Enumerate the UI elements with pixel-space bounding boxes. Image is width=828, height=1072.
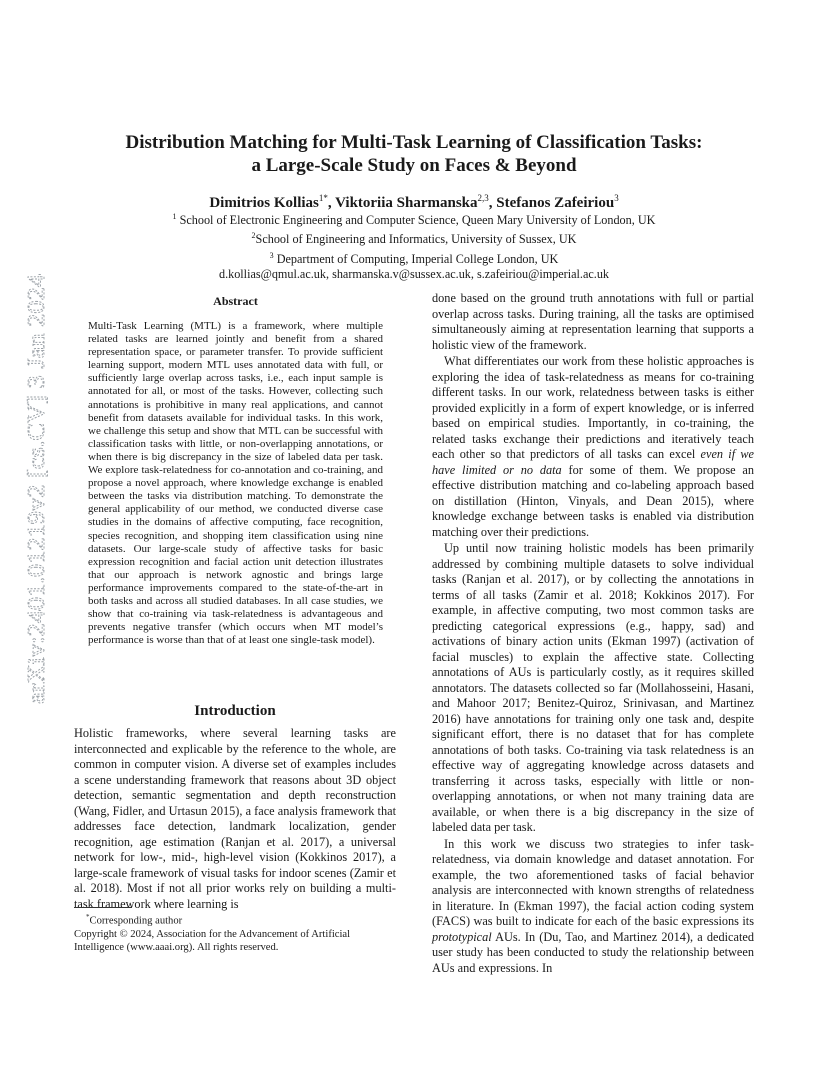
- paper-title: [0, 131, 828, 177]
- footnote-text: Corresponding author: [89, 915, 183, 927]
- footnote-rule: [74, 907, 132, 908]
- author-2-sup: 2,3: [477, 193, 489, 203]
- abstract-body: [88, 320, 383, 647]
- author-emails: d.kollias@qmul.ac.uk, sharmanska.v@sussex.ac.uk, s.zafeiriou@imperial.ac.uk: [218, 267, 610, 282]
- author-1-sup: 1*: [318, 193, 328, 203]
- abstract-text: Multi-Task Learning (MTL) is a framework, where multiple related tasks are learned jointly and benefit from a shared representation space, or parameter transfer. To provide sufficient learning support, modern MTL uses annotated data with full, or sufficiently large overlap across tasks, i.e., each input sample is annotated for all, or most of the tasks. However, collecting such annotations is prohibitive in many real applications, and cannot benefit from datasets available for individual tasks. In this work, we challenge this setup and show that MTL can be successful with classification tasks with little, or non-overlapping annotations, or when there is big discrepancy in the size of labeled data per task. We explore task-relatedness for co-annotation and co-training, and propose a novel approach, where knowledge exchange is enabled between the tasks via distribution matching. To demonstrate the general applicability of our method, we conducted diverse case studies in the domains of affective computing, face recognition, species recognition, and shopping item classification using nine datasets. Our large-scale study of affective tasks for basic expression recognition and facial action unit detection illustrates that our approach is network agnostic and brings large performance improvements compared to the state-of-the-art in both tasks and across all studied databases. In all case studies, we show that co-training via task-relatedness is advantageous and prevents negative transfer (which occurs when MT model’s performance is worse than that of at least one single-task model).: [88, 320, 383, 647]
- title-line-2: a Large-Scale Study on Faces & Beyond: [251, 155, 577, 176]
- introduction-body: [74, 726, 396, 912]
- arxiv-stamp: [4, 268, 64, 708]
- right-paragraph-2-a: What differentiates our work from these holistic approaches is exploring the idea of task-relatedness as means for co-training different tasks. In our work, relatedness between tasks is either provided explicitly in a form of expert knowledge, or is inferred based on empirical studies. Importantly, in co-training, the related tasks exchange their predictions and iteratively teach each other so that predictors of all tasks can excel: [432, 354, 754, 461]
- right-paragraph-4-b: AUs. In (Du, Tao, and Martinez 2014), a dedicated user study has been conducted to study the relationship between AUs and expressions. In: [432, 929, 754, 975]
- affiliation-1: [0, 209, 828, 228]
- affiliation-2-sup: 2: [251, 231, 256, 241]
- copyright-notice: Copyright © 2024, Association for the Advancement of Artificial Intelligence (www.aaai.org). All rights reserved.: [74, 928, 351, 953]
- right-paragraph-1: done based on the ground truth annotations with full or partial overlap across tasks. During training, all the tasks are optimised simultaneously aiming at representation learning that supports a holistic view of the framework.: [432, 291, 754, 352]
- right-paragraph-2: [432, 354, 754, 540]
- footnote-corresponding: [74, 911, 396, 928]
- author-3: , Stefanos Zafeiriou: [488, 195, 615, 211]
- affiliations: [0, 209, 828, 283]
- footnote-sup: *: [86, 913, 90, 921]
- author-1: Dimitrios Kollias: [209, 195, 319, 211]
- title-line-1: Distribution Matching for Multi-Task Learning of Classification Tasks:: [125, 132, 703, 153]
- affiliation-3-text: Department of Computing, Imperial College London, UK: [273, 252, 559, 266]
- introduction-heading: Introduction: [194, 703, 276, 719]
- affiliation-2: [0, 228, 828, 247]
- right-paragraph-2-em: even if we have limited or no data: [432, 447, 754, 477]
- abstract-heading: Abstract: [213, 294, 258, 308]
- author-3-sup: 3: [614, 193, 619, 203]
- right-paragraph-4-a: In this work we discuss two strategies to infer task-relatedness, via domain knowledge and dataset annotation. For example, the two aforementioned tasks of facial behavior analysis are interconnected with known strengths of relatedness in literature. In (Ekman 1997), the facial action coding system (FACS) was built to indicate for each of the basic expressions its: [432, 836, 754, 928]
- author-2: , Viktoriia Sharmanska: [327, 195, 478, 211]
- introduction-text: Holistic frameworks, where several learning tasks are interconnected and explicable by the reference to the whole, are common in computer vision. A diverse set of examples includes a scene understanding framework that reasons about 3D object detection, semantic segmentation and depth reconstruction (Wang, Fidler, and Urtasun 2015), a face analysis framework that addresses face detection, landmark localization, gender recognition, age estimation (Ranjan et al. 2017), a universal network for low-, mid-, high-level vision (Kokkinos 2017), a large-scale framework of visual tasks for indoor scenes (Zamir et al. 2018). Most if not all prior works rely on building a multi-task framework where learning is: [74, 726, 396, 911]
- affiliation-2-text: School of Engineering and Informatics, University of Sussex, UK: [255, 232, 577, 247]
- right-column: [432, 291, 754, 976]
- right-paragraph-4: [432, 837, 754, 977]
- affiliation-1-text: School of Electronic Engineering and Computer Science, Queen Mary University of London, UK: [176, 213, 656, 228]
- right-paragraph-4-em: prototypical: [432, 929, 492, 944]
- affiliation-1-sup: 1: [172, 212, 177, 221]
- affiliation-3-sup: 3: [269, 250, 274, 260]
- right-paragraph-3: Up until now training holistic models has been primarily addressed by combining multiple datasets to solve individual tasks (Ranjan et al. 2017), or by collecting the annotations in terms of all tasks (Zamir et al. 2018; Kokkinos 2017). For example, in affective computing, two most common tasks are predicting categorical expressions (e.g., happy, sad) and activations of binary action units (Ekman 1997) (activation of facial muscles) to explain the affective state. Collecting annotations of AUs is particularly costly, as it requires skilled annotators. The datasets collected so far (Mollahosseini, Hasani, and Mahoor 2017; Benitez-Quiroz, Srinivasan, and Martinez 2016) have annotations for training only one task and, despite significant effort, there is no dataset that for has complete annotations of both tasks. Co-training via task relatedness is an effective way of aggregating knowledge across datasets and transferring it across tasks, especially with little or non-overlapping annotations, or when not many training data are available, or when there is a big discrepancy in the size of labeled data per task.: [432, 541, 754, 834]
- affiliation-3: [0, 248, 828, 267]
- right-paragraph-2-b: for some of them. We propose an effective distribution matching and co-labeling approach based on distillation (Hinton, Vinyals, and Dean 2015), where knowledge exchange between tasks is enabled via distribution matching over their predictions.: [432, 462, 754, 539]
- footnote: [74, 911, 396, 954]
- arxiv-stamp-text: arXiv:2401.01219v2 [cs.CV] 3 Jan 2024: [23, 305, 50, 704]
